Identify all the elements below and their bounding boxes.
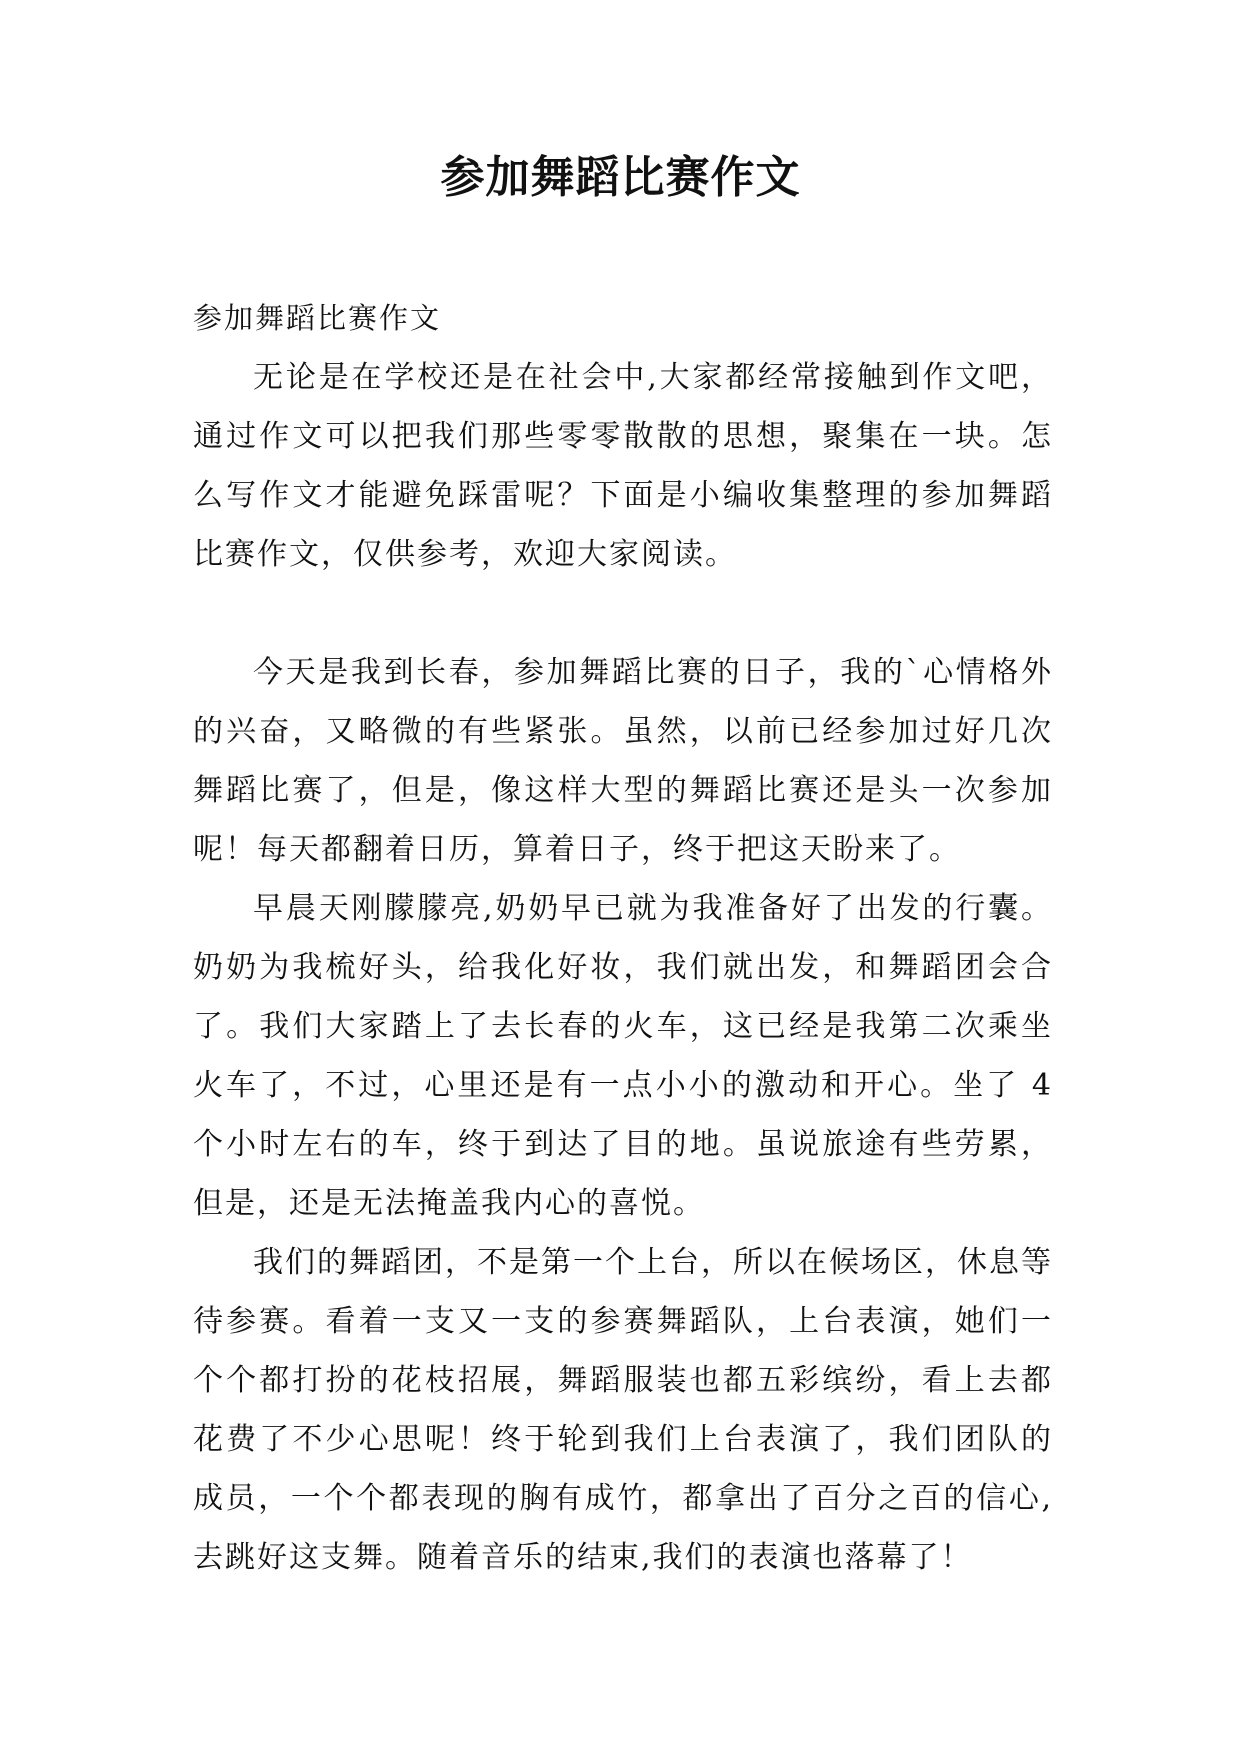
intro-paragraph: 无论是在学校还是在社会中,大家都经常接触到作文吧，通过作文可以把我们那些零零散散的思想，聚集在一块。怎么写作文才能避免踩雷呢？下面是小编收集整理的参加舞蹈比赛作文，仅供参考，欢迎大家阅读。 bbox=[193, 360, 1053, 572]
paragraph-spacer bbox=[193, 584, 1053, 643]
body-paragraph: 我们的舞蹈团，不是第一个上台，所以在候场区，休息等待参赛。看着一支又一支的参赛舞蹈队，上台表演，她们一个个都打扮的花枝招展，舞蹈服装也都五彩缤纷，看上去都花费了不少心思呢！终于轮到我们上台表演了，我们团队的成员，一个个都表现的胸有成竹，都拿出了百分之百的信心,去跳好这支舞。随着音乐的结束,我们的表演也落幕了！ bbox=[193, 1245, 1053, 1575]
document-title: 参加舞蹈比赛作文 bbox=[440, 152, 801, 203]
body-paragraph: 早晨天刚朦朦亮,奶奶早已就为我准备好了出发的行囊。奶奶为我梳好头，给我化好妆，我们就出发，和舞蹈团会合了。我们大家踏上了去长春的火车，这已经是我第二次乘坐火车了，不过，心里还是有一点小小的激动和开心。坐了 4 个小时左右的车，终于到达了目的地。虽说旅途有些劳累，但是，还是无法掩盖我内心的喜悦。 bbox=[193, 891, 1053, 1221]
body-paragraph: 今天是我到长春，参加舞蹈比赛的日子，我的`心情格外的兴奋，又略微的有些紧张。虽然，以前已经参加过好几次舞蹈比赛了，但是，像这样大型的舞蹈比赛还是头一次参加呢！每天都翻着日历，算着日子，终于把这天盼来了。 bbox=[193, 655, 1053, 867]
document-subtitle: 参加舞蹈比赛作文 bbox=[193, 301, 442, 335]
document-body bbox=[193, 289, 1053, 1587]
